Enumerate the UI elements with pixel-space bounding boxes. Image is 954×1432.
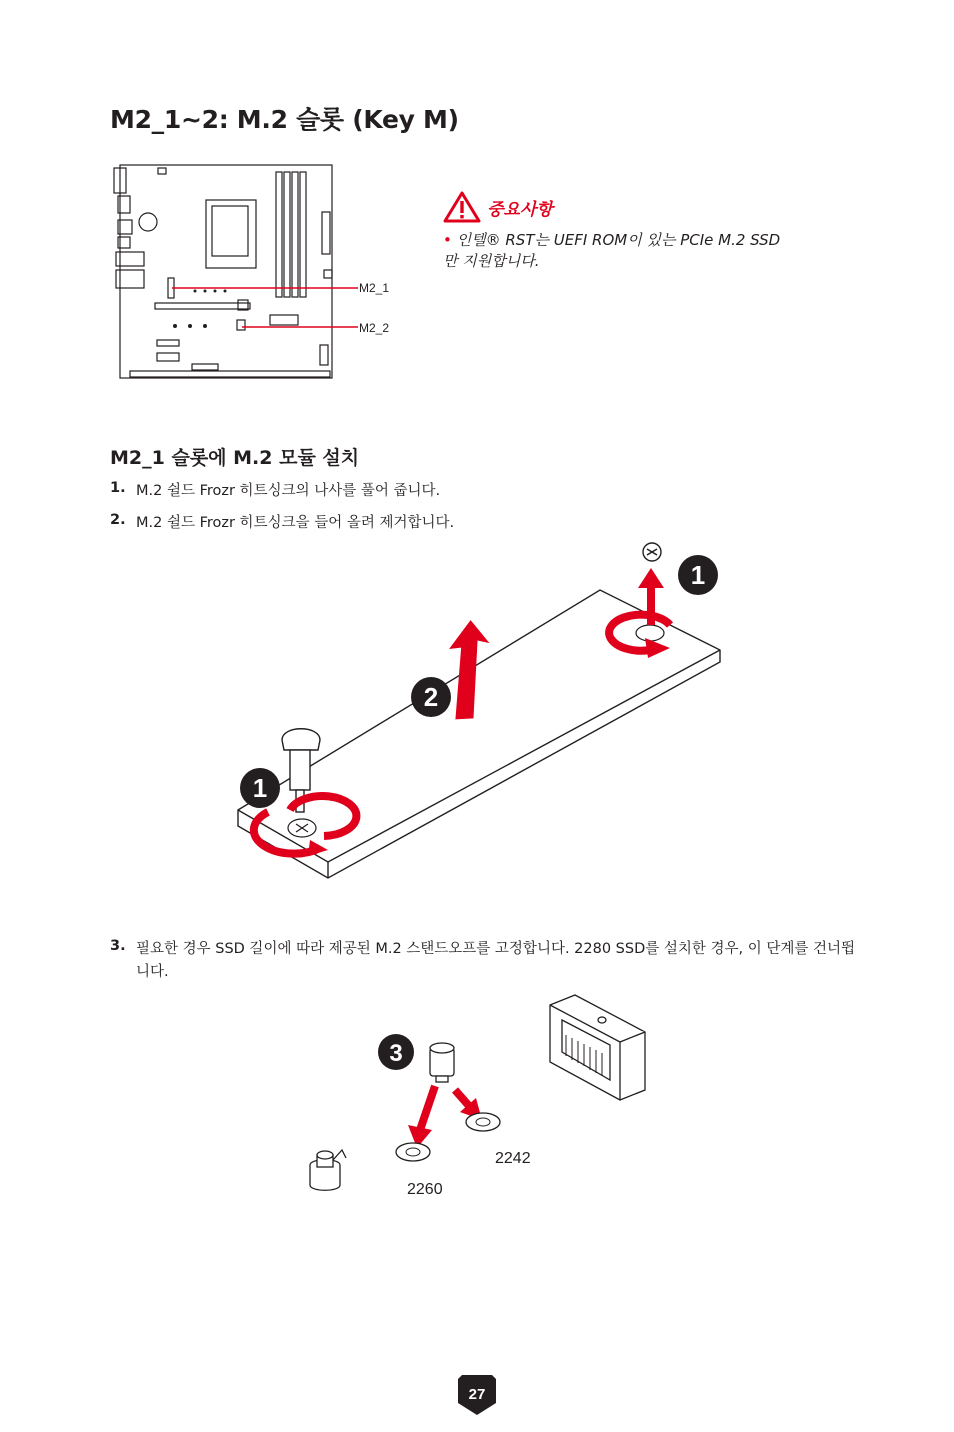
m2-2-label: M2_2	[359, 321, 390, 335]
step-2	[110, 512, 856, 535]
bullet: •	[443, 231, 452, 249]
section-heading: M2_1 슬롯에 M.2 모듈 설치	[110, 447, 360, 469]
step-number: 2.	[110, 512, 126, 528]
important-text	[443, 230, 863, 272]
step-number: 3.	[110, 938, 126, 954]
important-line-1: 인텔® RST는 UEFI ROM이 있는 PCIe M.2 SSD	[456, 231, 781, 249]
svg-text:2: 2	[423, 682, 439, 712]
page-number-badge	[456, 1373, 498, 1417]
svg-text:1: 1	[252, 773, 268, 803]
svg-text:1: 1	[690, 560, 706, 590]
step-text: M.2 쉴드 Frozr 히트싱크을 들어 올려 제거합니다.	[136, 515, 455, 531]
heatsink-removal-figure	[220, 540, 740, 890]
svg-text:3: 3	[389, 1040, 403, 1067]
motherboard-diagram	[100, 160, 400, 385]
step-text: M.2 쉴드 Frozr 히트싱크의 나사를 풀어 줍니다.	[136, 483, 441, 499]
size-label-2242: 2242	[495, 1150, 531, 1167]
page-title: M2_1~2: M.2 슬롯 (Key M)	[110, 105, 459, 134]
m2-1-label: M2_1	[359, 281, 390, 295]
step-text: 필요한 경우 SSD 길이에 따라 제공된 M.2 스탠드오프를 고정합니다. 2280 SSD를 설치한 경우, 이 단계를 건너뜁니다.	[136, 941, 856, 980]
warning-triangle-icon	[443, 190, 481, 224]
step-number: 1.	[110, 480, 126, 496]
size-label-2260: 2260	[407, 1181, 443, 1198]
important-heading: 중요사항	[487, 199, 553, 220]
page-number: 27	[468, 1386, 486, 1403]
step-1	[110, 480, 856, 503]
standoff-figure	[300, 990, 660, 1215]
important-note	[443, 190, 863, 272]
important-line-2: 만 지원합니다.	[443, 252, 540, 270]
step-3	[110, 938, 856, 984]
